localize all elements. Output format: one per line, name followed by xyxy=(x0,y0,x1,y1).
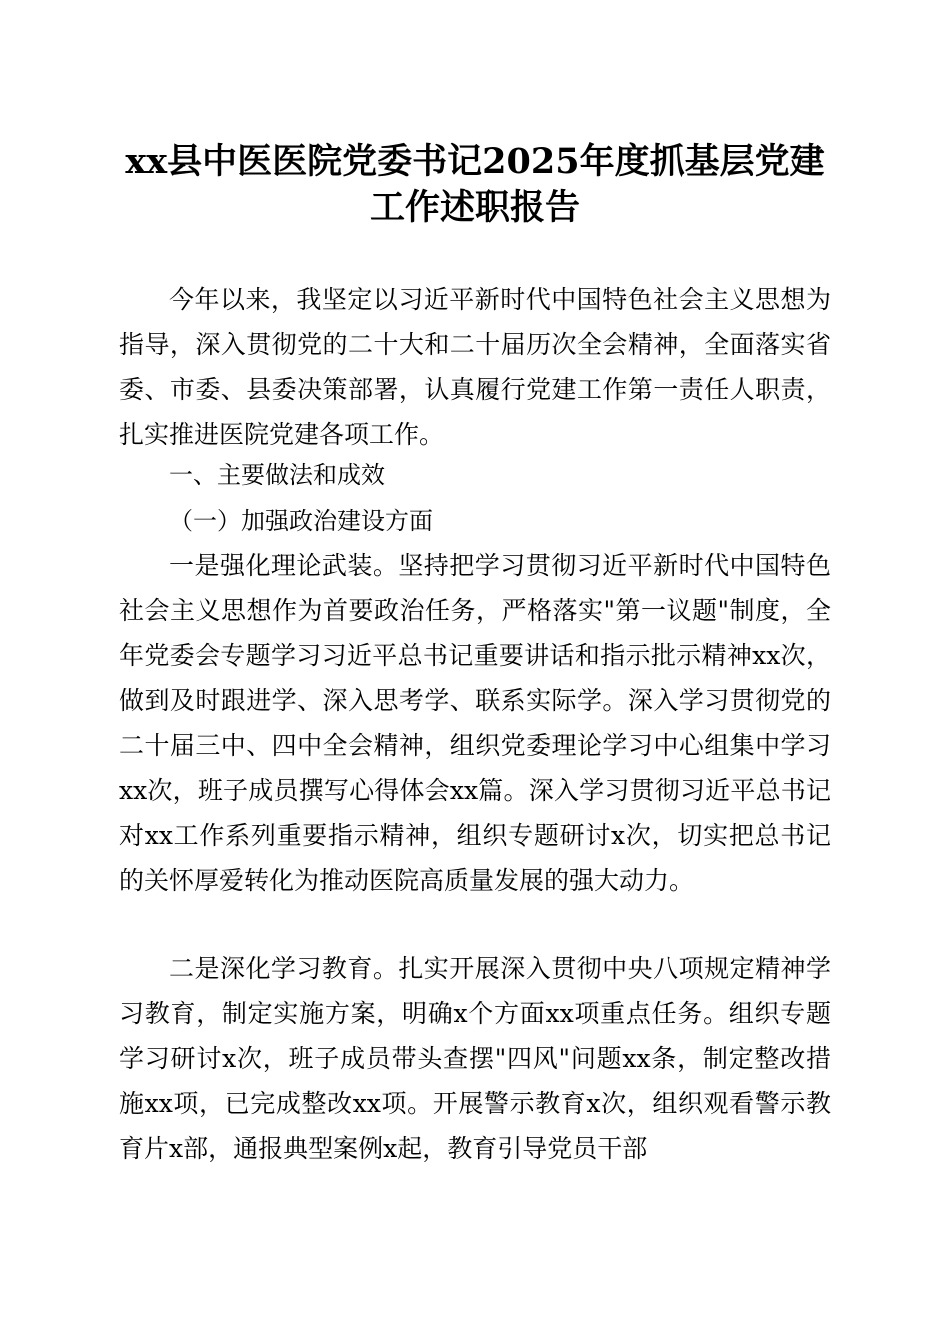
body-paragraph-1: 一是强化理论武装。坚持把学习贯彻习近平新时代中国特色社会主义思想作为首要政治任务，严格落实"第一议题"制度，全年党委会专题学习习近平总书记重要讲话和指示批示精神xx次，做到及时跟进学、深入思考学、联系实际学。深入学习贯彻党的二十届三中、四中全会精神，组织党委理论学习中心组集中学习xx次，班子成员撰写心得体会xx篇。深入学习贯彻习近平总书记对xx工作系列重要指示精神，组织专题研讨x次，切实把总书记的关怀厚爱转化为推动医院高质量发展的强大动力。 xyxy=(119,551,831,895)
section-heading: 一、主要做法和成效 xyxy=(169,461,385,489)
subsection-heading: （一）加强政治建设方面 xyxy=(169,507,433,535)
intro-paragraph: 今年以来，我坚定以习近平新时代中国特色社会主义思想为指导，深入贯彻党的二十大和二十届历次全会精神，全面落实省委、市委、县委决策部署，认真履行党建工作第一责任人职责，扎实推进医院党建各项工作。 xyxy=(119,285,831,449)
document-title-line-1: xx县中医医院党委书记2025年度抓基层党建 xyxy=(125,141,825,182)
body-paragraph-2: 二是深化学习教育。扎实开展深入贯彻中央八项规定精神学习教育，制定实施方案，明确x个方面xx项重点任务。组织专题学习研讨x次，班子成员带头查摆"四风"问题xx条，制定整改措施xx项，已完成整改xx项。开展警示教育x次，组织观看警示教育片x部，通报典型案例x起，教育引导党员干部 xyxy=(119,954,831,1163)
document-title-line-2: 工作述职报告 xyxy=(369,187,580,228)
